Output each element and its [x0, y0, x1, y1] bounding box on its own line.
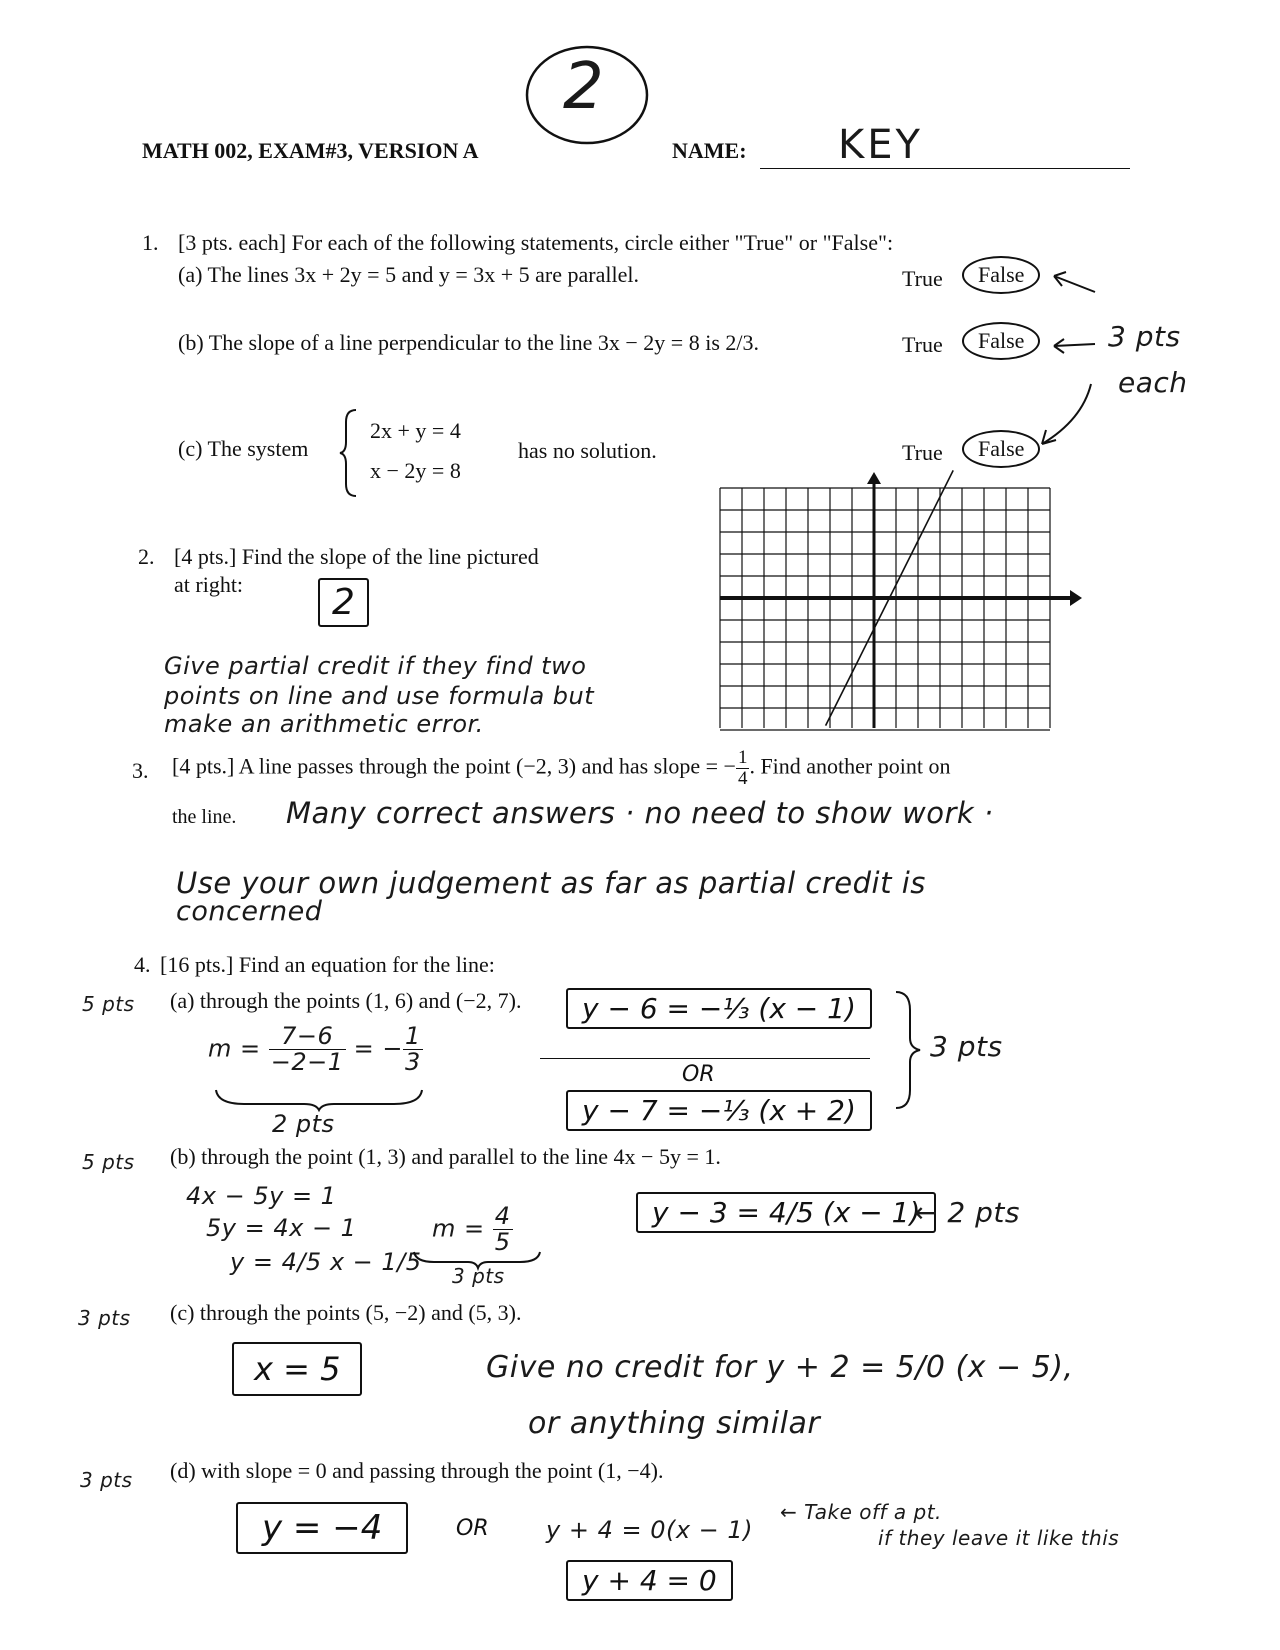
- q4d-answer2-box: y + 4 = 0: [566, 1560, 733, 1601]
- q3-prompt-line2: the line.: [172, 806, 237, 828]
- q3-slope-fraction: [736, 748, 750, 789]
- q4b-m-num: 4: [494, 1202, 511, 1230]
- q4a-m-result: [403, 1024, 423, 1075]
- q4b-m-den: 5: [494, 1228, 511, 1257]
- q4b-answer-pts: ← 2 pts: [914, 1196, 1020, 1229]
- q1c-label: (c) The system: [178, 436, 309, 461]
- q4b-m-fraction: [493, 1204, 513, 1255]
- exam-title: MATH 002, EXAM#3, VERSION A: [142, 138, 479, 163]
- q4b-m-pts: 3 pts: [452, 1264, 505, 1288]
- q4c-note-line1: Give no credit for y + 2 = 5/0 (x − 5),: [486, 1350, 1074, 1385]
- q4b-work2: 5y = 4x − 1: [206, 1214, 357, 1242]
- q4c-text: (c) through the points (5, −2) and (5, 3).: [170, 1300, 522, 1325]
- q4a-text: (a) through the points (1, 6) and (−2, 7).: [170, 988, 522, 1013]
- q3-note-line2: Use your own judgement as far as partial credit is: [176, 866, 926, 900]
- q4-prompt: [16 pts.] Find an equation for the line:: [160, 952, 495, 977]
- q2-answer-box: 2: [318, 578, 369, 627]
- q1b-false-circled: False: [962, 322, 1040, 360]
- x-axis-arrow: [1070, 590, 1082, 606]
- q1c-true: True: [902, 440, 943, 465]
- q2-note-line2: points on line and use formula but: [164, 682, 595, 710]
- q4c-answer-box: x = 5: [232, 1342, 362, 1396]
- q4b-text: (b) through the point (1, 3) and parallel to the line 4x − 5y = 1.: [170, 1144, 721, 1169]
- q4c-note-line2: or anything similar: [528, 1406, 821, 1441]
- q4a-m-result-den: 3: [405, 1048, 421, 1077]
- q1a-false-circled: False: [962, 256, 1040, 294]
- q4b-work1: 4x − 5y = 1: [186, 1182, 337, 1210]
- y-axis-arrow: [867, 472, 881, 484]
- q4d-alt-note-line1: ← Take off a pt.: [780, 1500, 942, 1524]
- q4a-m-work: [208, 1024, 423, 1075]
- q1-prompt: [3 pts. each] For each of the following statements, circle either "True" or "False":: [178, 230, 894, 255]
- q1-note-each: each: [1118, 366, 1188, 399]
- q4a-answer2-box: y − 7 = −⅓ (x + 2): [566, 1090, 872, 1131]
- name-value: KEY: [838, 122, 923, 168]
- q4a-m-eq: = −: [353, 1034, 404, 1063]
- q1c-eq1: 2x + y = 4: [370, 418, 461, 443]
- q4d-pts: 3 pts: [80, 1468, 133, 1492]
- q2-prompt-line1: [4 pts.] Find the slope of the line pictured: [174, 544, 539, 569]
- q3-prompt-end: . Find another point on: [749, 753, 951, 779]
- q3-number: 3.: [132, 758, 149, 783]
- q4b-m-work: [432, 1204, 513, 1255]
- q1c-false-circled: False: [962, 430, 1040, 468]
- q4a-m-pts: 2 pts: [272, 1110, 335, 1138]
- q2-note-line1: Give partial credit if they find two: [164, 652, 587, 680]
- name-label: NAME:: [672, 138, 747, 163]
- q3-slope-num: 1: [737, 747, 748, 768]
- q4d-alt: y + 4 = 0(x − 1): [546, 1516, 754, 1544]
- q4d-or: OR: [456, 1516, 489, 1541]
- q4a-m-num: 7−6: [269, 1024, 346, 1050]
- q3-prompt: [172, 748, 950, 789]
- q1a-true: True: [902, 266, 943, 291]
- q4a-or: OR: [682, 1062, 715, 1087]
- q4a-m-result-num: 1: [405, 1022, 421, 1050]
- q4a-m-brace: [214, 1088, 424, 1112]
- q4d-alt-note-line2: if they leave it like this: [878, 1526, 1120, 1550]
- q3-slope-den: 4: [737, 767, 748, 789]
- coordinate-graph: [720, 478, 1080, 738]
- q4a-or-line: [540, 1058, 870, 1059]
- q4b-answer-box: y − 3 = 4/5 (x − 1): [636, 1192, 936, 1233]
- q1b-text: (b) The slope of a line perpendicular to the line 3x − 2y = 8 is 2/3.: [178, 330, 759, 355]
- q4a-answer-pts: 3 pts: [930, 1030, 1003, 1063]
- q4a-m-den: −2−1: [270, 1048, 344, 1077]
- q1c-arrow: [1036, 380, 1096, 450]
- q1c-brace: [340, 408, 360, 498]
- q3-note-line1: Many correct answers · no need to show work ·: [286, 796, 994, 830]
- q1c-eq2: x − 2y = 8: [370, 458, 461, 483]
- q4c-pts: 3 pts: [78, 1306, 131, 1330]
- q4a-right-brace: [892, 990, 922, 1110]
- q1a-arrow: [1050, 268, 1100, 298]
- q4b-work3: y = 4/5 x − 1/5: [230, 1248, 422, 1276]
- q3-prompt-text: [4 pts.] A line passes through the point (−2, 3) and has slope = −: [172, 753, 736, 779]
- q4b-pts: 5 pts: [82, 1150, 135, 1174]
- q1-number: 1.: [142, 230, 159, 255]
- q4a-m-fraction: [269, 1024, 346, 1075]
- q2-note-line3: make an arithmetic error.: [164, 710, 484, 738]
- q4a-m-label: m =: [208, 1034, 261, 1063]
- q3-note-line3: concerned: [176, 896, 323, 927]
- q4b-m-label: m =: [432, 1214, 485, 1243]
- q2-prompt-line2: at right:: [174, 572, 244, 597]
- version-number: 2: [563, 50, 605, 124]
- q1b-arrow: [1050, 336, 1100, 356]
- q2-number: 2.: [138, 544, 155, 569]
- q4d-answer-box: y = −4: [236, 1502, 408, 1554]
- q1-note-pts: 3 pts: [1108, 320, 1181, 353]
- q1b-true: True: [902, 332, 943, 357]
- q4d-text: (d) with slope = 0 and passing through the point (1, −4).: [170, 1458, 664, 1483]
- name-line: [760, 168, 1130, 169]
- q1c-suffix: has no solution.: [518, 438, 657, 463]
- q1a-text: (a) The lines 3x + 2y = 5 and y = 3x + 5 are parallel.: [178, 262, 639, 287]
- q4a-pts: 5 pts: [82, 992, 135, 1016]
- q4a-answer1-box: y − 6 = −⅓ (x − 1): [566, 988, 872, 1029]
- q4-number: 4.: [134, 952, 151, 977]
